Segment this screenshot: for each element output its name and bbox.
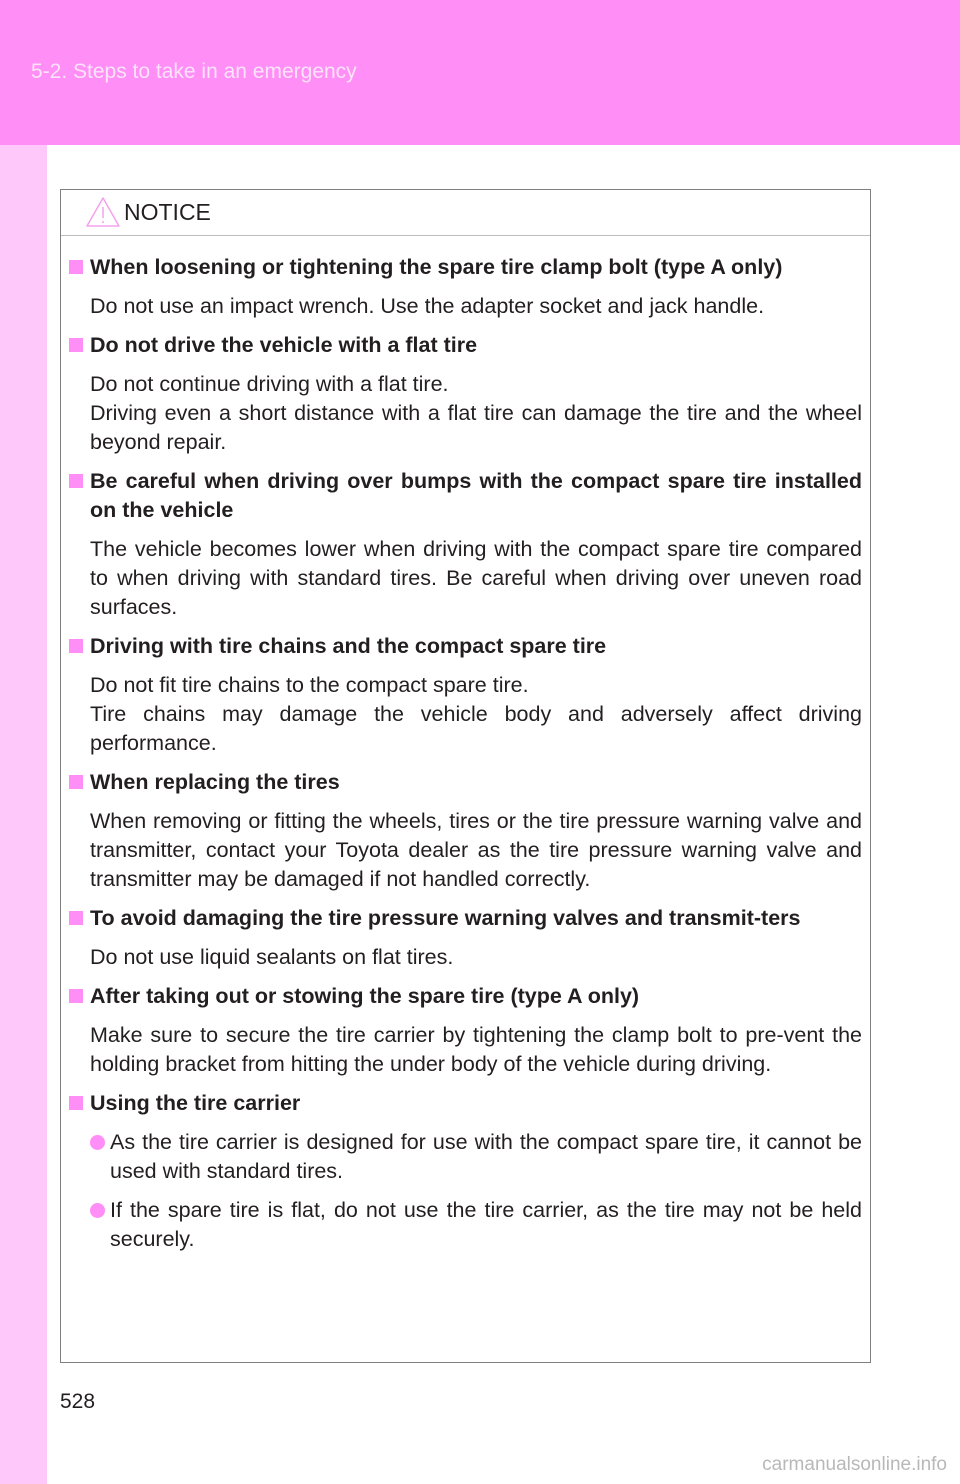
notice-item-heading-text: After taking out or stowing the spare tire (type A only) <box>90 984 640 1008</box>
notice-item-heading-text: Do not drive the vehicle with a flat tire <box>90 333 478 357</box>
notice-paragraph: Tire chains may damage the vehicle body and adversely affect driving performance. <box>90 702 862 755</box>
notice-item-heading-text: When replacing the tires <box>90 770 340 794</box>
pink-square-icon <box>69 338 83 352</box>
notice-item-body <box>69 671 862 758</box>
notice-bullet-text: If the spare tire is flat, do not use the tire carrier, as the tire may not be held securely. <box>110 1198 862 1251</box>
notice-item-body <box>69 1021 862 1079</box>
notice-title: NOTICE <box>124 199 211 225</box>
notice-bullet-text: As the tire carrier is designed for use with the compact spare tire, it cannot be used with standard tires. <box>110 1130 862 1183</box>
notice-item-heading <box>69 467 862 525</box>
notice-item-heading-text: Driving with tire chains and the compact spare tire <box>90 634 607 658</box>
notice-item-heading <box>69 904 862 933</box>
warning-triangle-icon <box>85 196 121 228</box>
pink-square-icon <box>69 1096 83 1110</box>
notice-item-heading-text: Using the tire carrier <box>90 1091 301 1115</box>
notice-item-heading <box>69 982 862 1011</box>
notice-paragraph: Do not fit tire chains to the compact spare tire. <box>90 673 529 697</box>
notice-body <box>69 253 862 1264</box>
margin-strip <box>0 145 47 1484</box>
header-band <box>0 0 960 145</box>
notice-item-body <box>69 370 862 457</box>
notice-paragraph: The vehicle becomes lower when driving with the compact spare tire compared to when driving with standard tires. Be careful when driving over uneven road surfaces. <box>90 537 862 619</box>
notice-item-heading <box>69 632 862 661</box>
notice-item-heading <box>69 253 862 282</box>
notice-item-heading-text: Be careful when driving over bumps with the compact spare tire installed on the vehicle <box>90 469 862 522</box>
page-number: 528 <box>60 1390 96 1413</box>
notice-bullet <box>69 1196 862 1254</box>
watermark: carmanualsonline.info <box>762 1454 947 1475</box>
notice-item-body <box>69 292 862 321</box>
notice-paragraph: Make sure to secure the tire carrier by tightening the clamp bolt to pre-vent the holding bracket from hitting the under body of the vehicle during driving. <box>90 1023 862 1076</box>
pink-dot-icon <box>90 1135 105 1150</box>
notice-item-body <box>69 535 862 622</box>
notice-paragraph: When removing or fitting the wheels, tires or the tire pressure warning valve and transmitter, contact your Toyota dealer as the tire pressure warning valve and transmitter may be damaged if not handled correctly. <box>90 809 862 891</box>
notice-item-heading-text: When loosening or tightening the spare tire clamp bolt (type A only) <box>90 255 783 279</box>
notice-item-heading <box>69 768 862 797</box>
section-title: 5-2. Steps to take in an emergency <box>31 60 357 83</box>
pink-square-icon <box>69 775 83 789</box>
notice-item-heading-text: To avoid damaging the tire pressure warning valves and transmit-ters <box>90 906 801 930</box>
pink-dot-icon <box>90 1203 105 1218</box>
pink-square-icon <box>69 474 83 488</box>
pink-square-icon <box>69 260 83 274</box>
notice-paragraph: Do not use liquid sealants on flat tires. <box>90 945 454 969</box>
notice-paragraph: Driving even a short distance with a flat tire can damage the tire and the wheel beyond repair. <box>90 401 862 454</box>
notice-item-heading <box>69 1089 862 1118</box>
notice-bullet <box>69 1128 862 1186</box>
notice-item-body <box>69 807 862 894</box>
notice-paragraph: Do not continue driving with a flat tire. <box>90 372 449 396</box>
pink-square-icon <box>69 911 83 925</box>
pink-square-icon <box>69 989 83 1003</box>
notice-header <box>61 190 870 236</box>
notice-box <box>60 189 871 1363</box>
notice-item-heading <box>69 331 862 360</box>
notice-item-body <box>69 943 862 972</box>
notice-paragraph: Do not use an impact wrench. Use the adapter socket and jack handle. <box>90 294 765 318</box>
pink-square-icon <box>69 639 83 653</box>
